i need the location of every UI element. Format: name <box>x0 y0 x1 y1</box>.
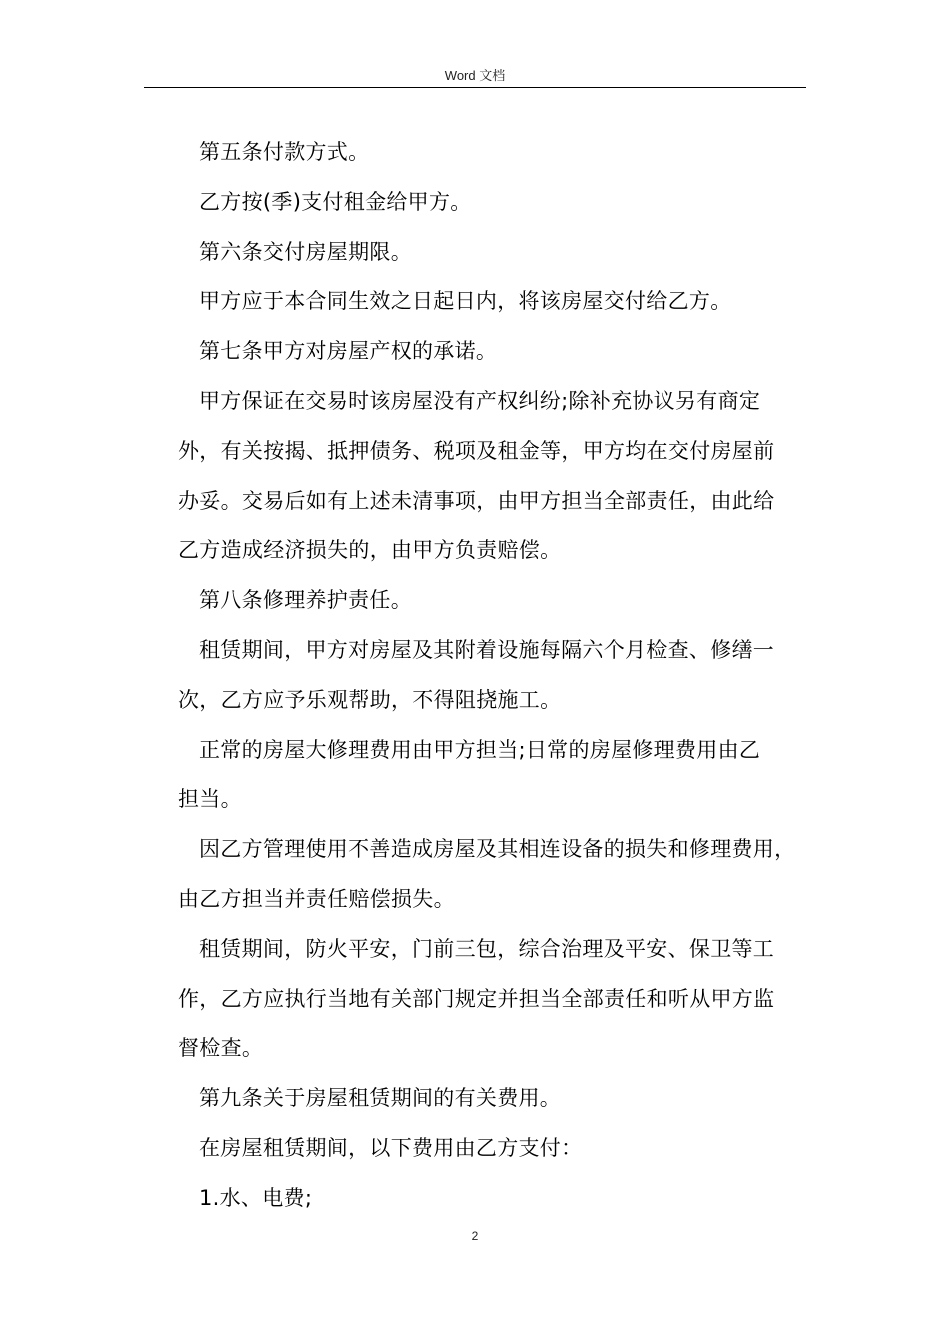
paragraph-line: 在房屋租赁期间，以下费用由乙方支付： <box>199 1135 583 1160</box>
paragraph-line: 甲方保证在交易时该房屋没有产权纠纷;除补充协议另有商定 <box>199 388 761 413</box>
paragraph-continuation: 担当。 <box>178 787 242 812</box>
paragraph-continuation: 次，乙方应予乐观帮助，不得阻挠施工。 <box>178 687 562 712</box>
paragraph-line: 租赁期间，甲方对房屋及其附着设施每隔六个月检查、修缮一 <box>199 637 775 662</box>
paragraph-continuation: 乙方造成经济损失的，由甲方负责赔偿。 <box>178 538 562 563</box>
paragraph-line: 甲方应于本合同生效之日起日内，将该房屋交付给乙方。 <box>199 289 732 314</box>
clause-heading: 第六条交付房屋期限。 <box>199 239 412 264</box>
page-header: Word 文档 <box>444 68 506 83</box>
header-divider <box>144 87 806 88</box>
list-item: 1.水、电费; <box>199 1185 313 1210</box>
paragraph-continuation: 由乙方担当并责任赔偿损失。 <box>178 886 455 911</box>
document-body <box>178 128 814 1224</box>
paragraph-continuation: 督检查。 <box>178 1036 264 1061</box>
clause-heading: 第八条修理养护责任。 <box>199 588 412 613</box>
paragraph-continuation: 办妥。交易后如有上述未清事项，由甲方担当全部责任，由此给 <box>178 488 775 513</box>
page-number: 2 <box>471 1229 479 1243</box>
paragraph-continuation: 作，乙方应执行当地有关部门规定并担当全部责任和听从甲方监 <box>178 986 775 1011</box>
clause-heading: 第七条甲方对房屋产权的承诺。 <box>199 339 498 364</box>
paragraph-line: 因乙方管理使用不善造成房屋及其相连设备的损失和修理费用， <box>199 837 796 862</box>
paragraph-continuation: 外，有关按揭、抵押债务、税项及租金等，甲方均在交付房屋前 <box>178 438 775 463</box>
paragraph-line: 乙方按(季)支付租金给甲方。 <box>199 189 472 214</box>
paragraph-line: 正常的房屋大修理费用由甲方担当;日常的房屋修理费用由乙 <box>199 737 761 762</box>
clause-heading: 第九条关于房屋租赁期间的有关费用。 <box>199 1086 562 1111</box>
clause-heading: 第五条付款方式。 <box>199 140 370 164</box>
paragraph-line: 租赁期间，防火平安，门前三包，综合治理及平安、保卫等工 <box>199 936 775 961</box>
